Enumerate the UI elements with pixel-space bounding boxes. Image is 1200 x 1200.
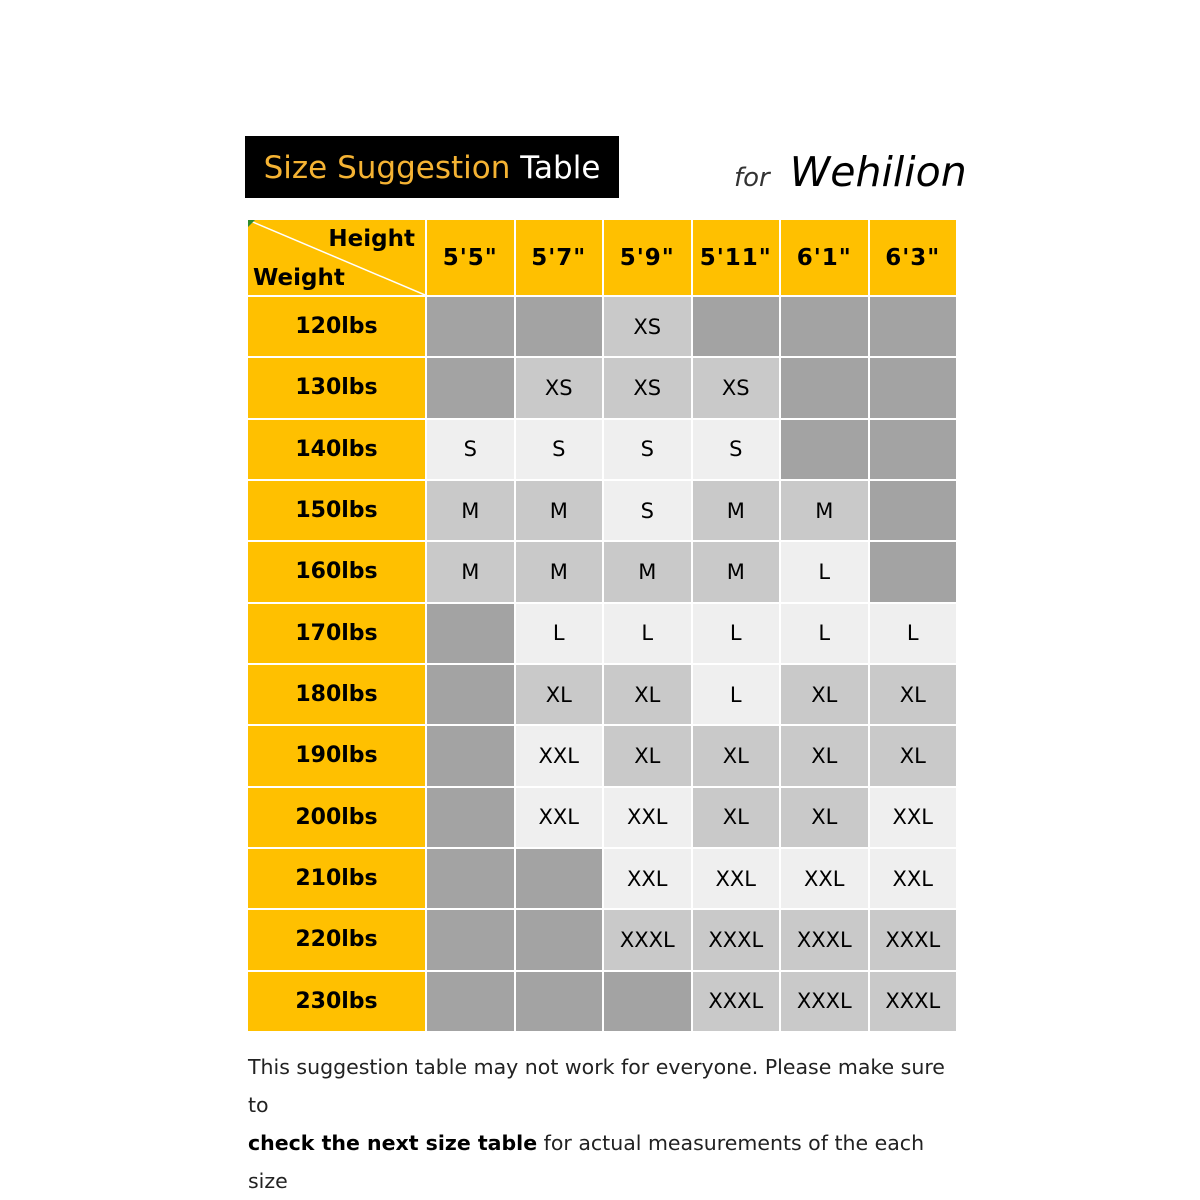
- size-cell: [870, 297, 957, 356]
- corner-weight-label: Weight: [253, 265, 345, 291]
- note-line2: [248, 1124, 968, 1200]
- size-cell: L: [604, 604, 691, 663]
- height-header: 6'3": [870, 220, 957, 295]
- weight-header: 190lbs: [248, 726, 425, 785]
- size-cell: XXXL: [870, 972, 957, 1031]
- weight-header: 200lbs: [248, 788, 425, 847]
- weight-header: 160lbs: [248, 542, 425, 601]
- size-cell: XL: [604, 726, 691, 785]
- size-cell: M: [604, 542, 691, 601]
- size-cell: L: [516, 604, 603, 663]
- size-cell: XXXL: [693, 910, 780, 969]
- size-cell: M: [516, 481, 603, 540]
- size-cell: [781, 358, 868, 417]
- note-bold: check the next size table: [248, 1131, 538, 1155]
- size-cell: XXXL: [693, 972, 780, 1031]
- height-header: 5'9": [604, 220, 691, 295]
- note-line1: This suggestion table may not work for everyone. Please make sure to: [248, 1055, 945, 1117]
- size-cell: [516, 910, 603, 969]
- size-cell: [427, 972, 514, 1031]
- height-header: 5'7": [516, 220, 603, 295]
- size-cell: XL: [693, 788, 780, 847]
- size-cell: XL: [604, 665, 691, 724]
- size-cell: M: [693, 481, 780, 540]
- size-cell: [427, 665, 514, 724]
- size-cell: S: [604, 420, 691, 479]
- size-cell: [427, 604, 514, 663]
- title-banner: [245, 136, 619, 198]
- size-cell: L: [781, 542, 868, 601]
- size-cell: XXXL: [781, 910, 868, 969]
- size-cell: L: [693, 604, 780, 663]
- size-cell: S: [604, 481, 691, 540]
- size-cell: S: [427, 420, 514, 479]
- size-cell: L: [693, 665, 780, 724]
- size-cell: S: [693, 420, 780, 479]
- corner-height-label: Height: [328, 226, 415, 252]
- size-cell: XXL: [604, 849, 691, 908]
- size-cell: XL: [781, 788, 868, 847]
- size-cell: [427, 788, 514, 847]
- size-cell: [870, 358, 957, 417]
- size-cell: XS: [604, 358, 691, 417]
- size-cell: XXL: [516, 726, 603, 785]
- size-cell: [516, 849, 603, 908]
- size-cell: M: [427, 481, 514, 540]
- size-cell: [870, 542, 957, 601]
- size-cell: [781, 297, 868, 356]
- weight-header: 170lbs: [248, 604, 425, 663]
- size-cell: M: [781, 481, 868, 540]
- size-cell: XXL: [516, 788, 603, 847]
- size-cell: [516, 972, 603, 1031]
- brand-name: Wehilion: [789, 148, 967, 196]
- size-cell: XXL: [781, 849, 868, 908]
- size-cell: XXXL: [604, 910, 691, 969]
- size-cell: M: [516, 542, 603, 601]
- table-corner: [248, 220, 425, 295]
- size-cell: [516, 297, 603, 356]
- size-cell: [870, 420, 957, 479]
- brand-for: for: [734, 163, 770, 193]
- size-cell: XXXL: [870, 910, 957, 969]
- size-cell: XXL: [870, 788, 957, 847]
- weight-header: 130lbs: [248, 358, 425, 417]
- size-cell: XL: [781, 665, 868, 724]
- size-cell: XL: [693, 726, 780, 785]
- size-cell: XXL: [604, 788, 691, 847]
- size-cell: XS: [516, 358, 603, 417]
- size-cell: XL: [870, 726, 957, 785]
- size-cell: XL: [516, 665, 603, 724]
- title-rest: Table: [520, 150, 601, 186]
- weight-header: 230lbs: [248, 972, 425, 1031]
- weight-header: 150lbs: [248, 481, 425, 540]
- size-cell: L: [781, 604, 868, 663]
- height-header: 6'1": [781, 220, 868, 295]
- size-cell: XXXL: [781, 972, 868, 1031]
- height-header: 5'11": [693, 220, 780, 295]
- size-cell: [427, 726, 514, 785]
- size-cell: [427, 297, 514, 356]
- size-cell: [427, 358, 514, 417]
- note-line2-rest: for actual measurements of the each size: [248, 1131, 925, 1193]
- size-cell: XL: [870, 665, 957, 724]
- weight-header: 220lbs: [248, 910, 425, 969]
- size-cell: [693, 297, 780, 356]
- size-cell: [427, 849, 514, 908]
- size-cell: XXL: [693, 849, 780, 908]
- disclaimer-note: [248, 1048, 968, 1200]
- size-cell: L: [870, 604, 957, 663]
- height-header: 5'5": [427, 220, 514, 295]
- size-cell: XS: [604, 297, 691, 356]
- size-cell: XXL: [870, 849, 957, 908]
- size-cell: [781, 420, 868, 479]
- size-table: [248, 220, 956, 1031]
- size-cell: S: [516, 420, 603, 479]
- size-cell: [427, 910, 514, 969]
- brand: [734, 148, 967, 204]
- weight-header: 180lbs: [248, 665, 425, 724]
- size-cell: M: [427, 542, 514, 601]
- weight-header: 120lbs: [248, 297, 425, 356]
- size-cell: [604, 972, 691, 1031]
- size-cell: [870, 481, 957, 540]
- title-highlight: Size Suggestion: [263, 150, 511, 186]
- size-cell: XL: [781, 726, 868, 785]
- weight-header: 210lbs: [248, 849, 425, 908]
- size-cell: XS: [693, 358, 780, 417]
- weight-header: 140lbs: [248, 420, 425, 479]
- size-cell: M: [693, 542, 780, 601]
